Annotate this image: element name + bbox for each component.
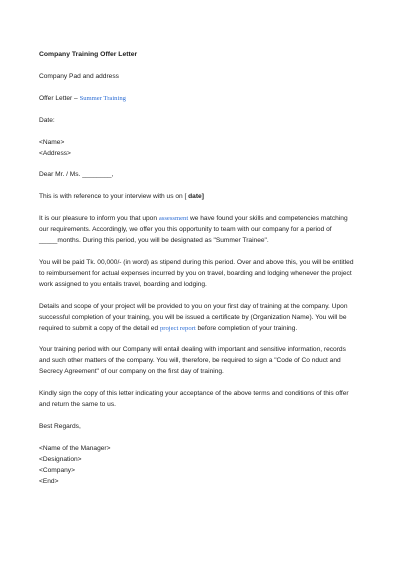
name-placeholder: <Name> — [39, 138, 65, 146]
salutation: Dear Mr. / Ms. ________, — [39, 171, 114, 179]
date-label: Date: — [39, 116, 55, 124]
offer-prefix: Offer Letter – — [39, 94, 80, 102]
letter-body — [39, 50, 359, 498]
closing: Best Regards, — [39, 422, 81, 430]
paragraph-acceptance — [39, 389, 359, 411]
project-report-link[interactable]: project report — [159, 324, 196, 332]
paragraph-project-line-1: Details and scope of your project will be provided to you on your first day of training at the company. Upon — [39, 302, 348, 310]
paragraph-confidentiality — [39, 345, 359, 378]
letter-title: Company Training Offer Letter — [39, 51, 138, 58]
assessment-link[interactable]: assessment — [158, 215, 189, 223]
paragraph-project-line-3 — [39, 324, 359, 335]
paragraph-offer-line-1 — [39, 214, 359, 225]
paragraph-project — [39, 302, 359, 335]
p3-text-a: required to submit a copy of the detail ed — [39, 324, 160, 332]
paragraph-acceptance-line-1: Kindly sign the copy of this letter indicating your acceptance of the above terms and conditions of this offer — [39, 390, 349, 398]
summer-training-link[interactable]: Summer Training — [79, 94, 126, 102]
manager-placeholder: <Name of the Manager> — [39, 444, 111, 452]
paragraph-confidentiality-line-2: and such other matters of the company. You will, therefore, be required to sign a "Code of Co nduct and — [39, 357, 341, 365]
reference-date: date] — [188, 193, 204, 201]
address-placeholder: <Address> — [39, 149, 71, 157]
company-placeholder: <Company> — [39, 466, 75, 474]
p1-text-a: It is our pleasure to inform you that upon — [39, 215, 159, 223]
reference-line — [39, 192, 359, 203]
p3-text-b: before completion of your training. — [195, 324, 298, 332]
designation-placeholder: <Designation> — [39, 455, 82, 463]
reference-prefix: This is with reference to your interview with us on [ — [39, 193, 189, 201]
paragraph-project-line-2: successful completion of your training, you will be issued a certificate by (Organization Name). You will be — [39, 313, 347, 321]
offer-line — [39, 94, 359, 105]
recipient-block — [39, 138, 359, 160]
paragraph-confidentiality-line-3: Secrecy Agreement" of our company on the first day of training. — [39, 368, 224, 376]
paragraph-confidentiality-line-1: Your training period with our Company will entail dealing with important and sensitive information, records — [39, 346, 346, 354]
paragraph-stipend-line-3: work assigned to you entails travel, boarding and lodging. — [39, 280, 207, 288]
signature-block — [39, 444, 359, 488]
paragraph-stipend-line-2: to reimbursement for actual expenses incurred by you on travel, boarding and lodging whenever the project — [39, 269, 352, 277]
company-pad: Company Pad and address — [39, 72, 119, 80]
end-placeholder: <End> — [39, 477, 59, 485]
paragraph-stipend — [39, 258, 359, 291]
paragraph-acceptance-line-2: and return the same to us. — [39, 401, 116, 409]
paragraph-offer-line-2: our requirements. Accordingly, we offer you this opportunity to team with our company for a period of — [39, 226, 332, 234]
p1-text-b: we have found your skills and competencies matching — [188, 215, 348, 223]
paragraph-stipend-line-1: You will be paid Tk. 00,000/- (in word) as stipend during this period. Over and above this, you will be entitled — [39, 258, 354, 266]
paragraph-offer-line-3: _____months. During this period, you will be designated as "Summer Trainee". — [39, 237, 269, 245]
paragraph-offer — [39, 214, 359, 247]
